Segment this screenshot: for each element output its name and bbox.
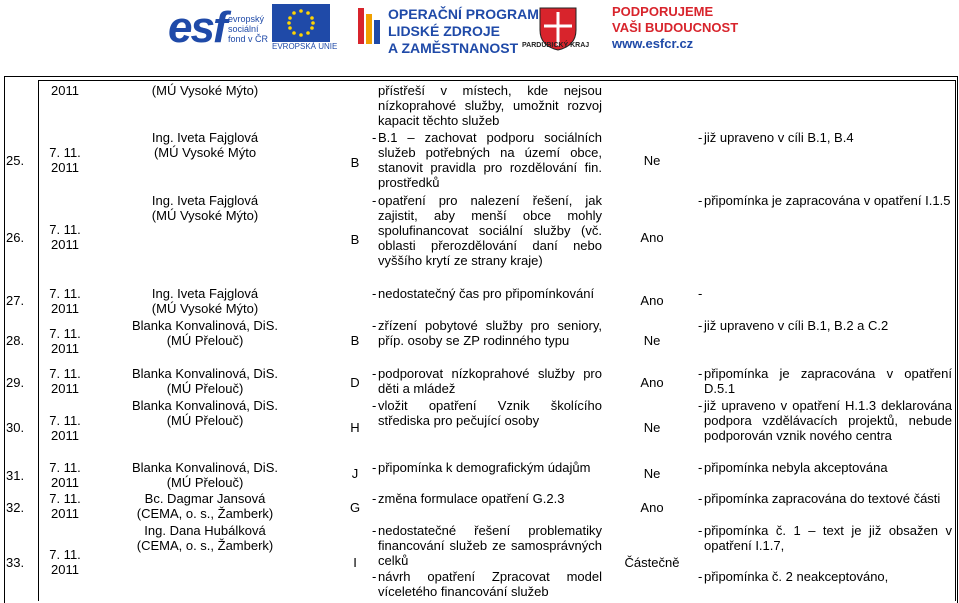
row-number: 29.	[6, 375, 25, 390]
row-author: Ing. Iveta Fajglová (MÚ Vysoké Mýto)	[151, 193, 259, 223]
row-number: 27.	[6, 293, 25, 308]
row-author: Ing. Iveta Fajglová (MÚ Vysoké Mýto	[151, 130, 259, 160]
slogan: PODPORUJEME VAŠI BUDOUCNOST www.esfcr.cz	[612, 4, 739, 51]
row-accepted: Ne	[643, 420, 661, 435]
top-row-text: přístřeší v místech, kde nejsou nízkoprahové služby, umožnit rozvoj kapacit těchto služeb	[378, 83, 602, 128]
row-accepted: Ano	[640, 293, 664, 308]
row-text: zřízení pobytové služby pro seniory, příp. osoby se ZP rodinného typu	[378, 318, 602, 348]
row-number: 33.	[6, 555, 25, 570]
row-type: D	[350, 375, 360, 390]
eu-caption: EVROPSKÁ UNIE	[272, 42, 338, 51]
row-accepted: Částečně	[624, 555, 680, 570]
row-text: změna formulace opatření G.2.3	[378, 491, 565, 506]
row-date: 7. 11. 2011	[49, 145, 81, 175]
row-note: již upraveno v opatření H.1.3 deklarována podpora vzdělávacích projektů, nebude podporován vznik nového centra	[704, 398, 952, 443]
row-note-b: připomínka č. 2 neakceptováno,	[704, 569, 889, 584]
row-date: 7. 11. 2011	[49, 326, 81, 356]
row-text: připomínka k demografickým údajům	[378, 460, 591, 475]
op-logo-icon	[356, 6, 380, 46]
row-author: Ing. Dana Hubálková (CEMA, o. s., Žamberk)	[136, 523, 274, 553]
row-accepted: Ano	[640, 500, 664, 515]
row-number: 28.	[6, 333, 25, 348]
row-text: nedostatečné řešení problematiky financování služeb ze samosprávných celků	[378, 523, 602, 568]
eu-flag-icon	[272, 4, 330, 42]
row-number: 26.	[6, 230, 25, 245]
row-accepted: Ne	[643, 466, 661, 481]
row-number: 32.	[6, 500, 25, 515]
row-date: 7. 11. 2011	[49, 286, 81, 316]
row-type: G	[349, 500, 361, 515]
row-date: 7. 11. 2011	[49, 366, 81, 396]
row-note: připomínka č. 1 – text je již obsažen v opatření I.1.7,	[704, 523, 952, 553]
row-text: vložit opatření Vznik školícího střediska pro pečující osoby	[378, 398, 602, 428]
row-number: 31.	[6, 468, 25, 483]
op-program-name: OPERAČNÍ PROGRAM LIDSKÉ ZDROJE A ZAMĚSTNANOST	[388, 6, 539, 56]
esf-url: www.esfcr.cz	[612, 36, 694, 51]
row-accepted: Ne	[643, 333, 661, 348]
row-date: 7. 11. 2011	[49, 222, 81, 252]
row-type: B	[350, 232, 360, 247]
row-author: Bc. Dagmar Jansová (CEMA, o. s., Žamberk)	[136, 491, 274, 521]
row-note: připomínka zapracována do textové části	[704, 491, 941, 506]
row-number: 30.	[6, 420, 25, 435]
row-author: Blanka Konvalinová, DiS. (MÚ Přelouč)	[132, 460, 278, 490]
row-type: I	[353, 555, 357, 570]
row-note: připomínka nebyla akceptována	[704, 460, 888, 475]
top-row-author: (MÚ Vysoké Mýto)	[151, 83, 259, 98]
row-text: B.1 – zachovat podporu sociálních služeb potřebných na území obce, stanovit pravidla pro rozdělování fin. prostředků	[378, 130, 602, 190]
row-note: již upraveno v cíli B.1, B.2 a C.2	[704, 318, 889, 333]
row-author: Ing. Iveta Fajglová (MÚ Vysoké Mýto)	[151, 286, 259, 316]
row-note: již upraveno v cíli B.1, B.4	[704, 130, 854, 145]
row-number: 25.	[6, 153, 25, 168]
row-type: B	[350, 155, 360, 170]
row-date: 7. 11. 2011	[49, 413, 81, 443]
row-author: Blanka Konvalinová, DiS. (MÚ Přelouč)	[132, 318, 278, 348]
esf-logo: esf	[168, 3, 226, 52]
row-date: 7. 11. 2011	[49, 460, 81, 490]
logo-bar	[0, 0, 959, 62]
row-date: 7. 11. 2011	[49, 547, 81, 577]
row-date: 7. 11. 2011	[49, 491, 81, 521]
row-note: připomínka je zapracována v opatření D.5.1	[704, 366, 952, 396]
top-row-date: 2011	[51, 83, 79, 98]
row-accepted: Ne	[643, 153, 661, 168]
row-text: podporovat nízkoprahové služby pro děti a mládež	[378, 366, 602, 396]
row-accepted: Ano	[640, 230, 664, 245]
kraj-caption: PARDUBICKÝ KRAJ	[522, 42, 590, 49]
row-author: Blanka Konvalinová, DiS. (MÚ Přelouč)	[132, 398, 278, 428]
row-text-b: návrh opatření Zpracovat model víceletého financování služeb	[378, 569, 602, 599]
row-accepted: Ano	[640, 375, 664, 390]
row-text: nedostatečný čas pro připomínkování	[378, 286, 595, 301]
row-author: Blanka Konvalinová, DiS. (MÚ Přelouč)	[132, 366, 278, 396]
row-type: H	[350, 420, 360, 435]
row-type: J	[351, 466, 359, 481]
row-text: opatření pro nalezení řešení, jak zajistit, aby menší obce mohly spolufinancovat sociální služby (vč. oblasti přerozdělování daní nebo vyššího krytí ze strany kraje)	[378, 193, 602, 268]
row-type: B	[350, 333, 360, 348]
row-note: připomínka je zapracována v opatření I.1.5	[704, 193, 951, 208]
esf-logo-text: evropský sociální fond v ČR	[228, 14, 269, 44]
